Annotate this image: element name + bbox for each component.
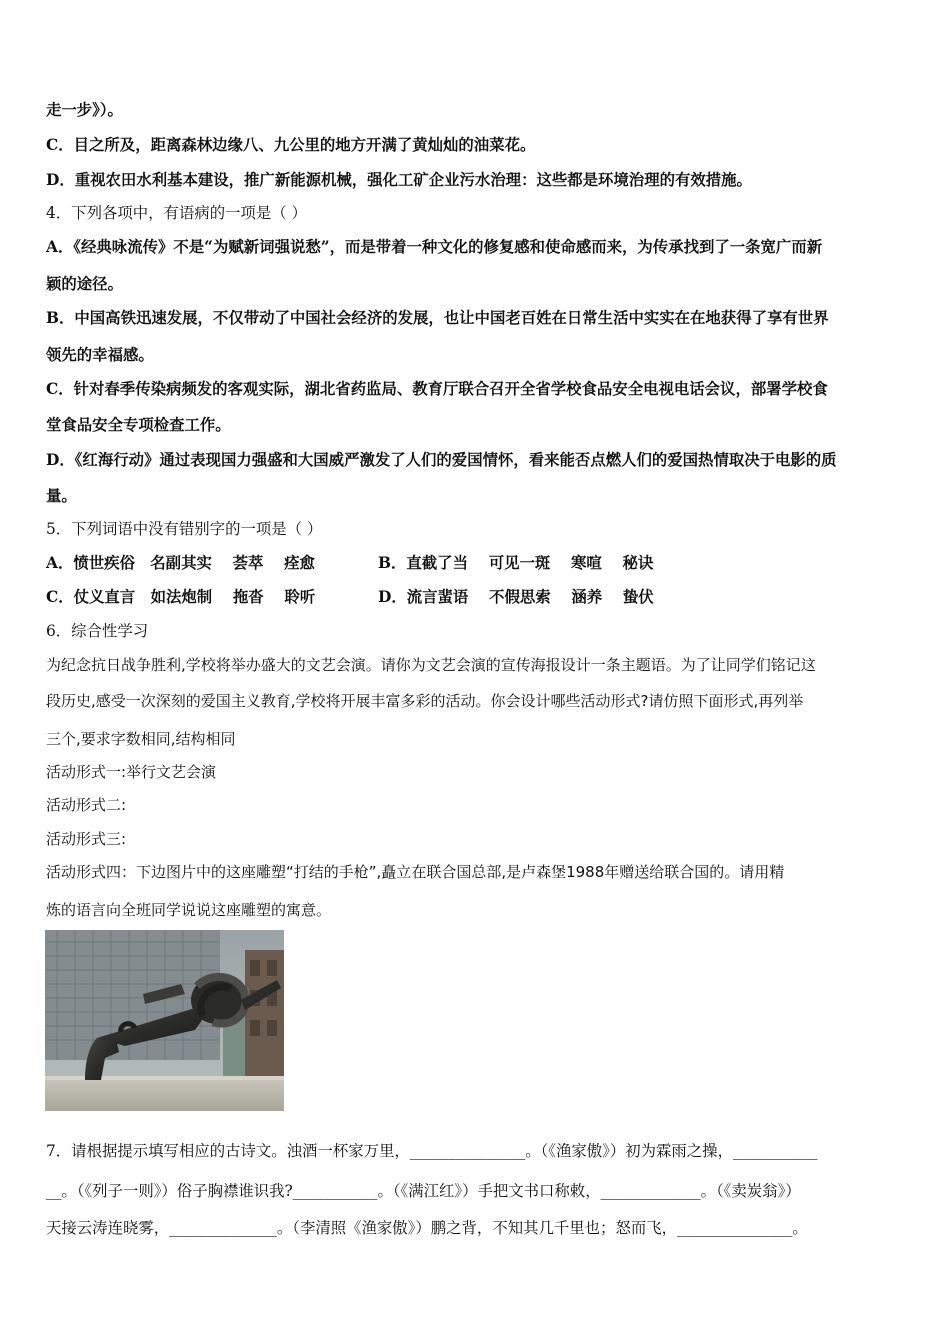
- q4-option-a-line1: A．《经典咏流传》不是“为赋新词强说愁”，而是带着一种文化的修复感和使命感而来，为传承找到了一条宽广而新: [46, 238, 823, 256]
- question-4: 4．下列各项中，有语病的一项是（ ）: [46, 204, 307, 222]
- option-d: D．重视农田水利基本建设，推广新能源机械，强化工矿企业污水治理：这些都是环境治理的有效措施。: [46, 171, 752, 189]
- option-c: C．目之所及，距离森林边缘八、九公里的地方开满了黄灿灿的油菜花。: [46, 136, 536, 154]
- q4-option-d-line1: D．《红海行动》通过表现国力强盛和大国威严激发了人们的爱国情怀，看来能否点燃人们的爱国热情取决于电影的质: [46, 451, 837, 469]
- q4-option-b-line2: 领先的幸福感。: [46, 346, 154, 364]
- question-7-line3: 天接云涛连晓雾，______________。（李清照《渔家傲》）鹏之背，不知其几千里也；怒而飞，_______________。: [46, 1219, 808, 1237]
- q4-option-c-line2: 堂食品安全专项检查工作。: [46, 416, 231, 434]
- line-continuation: 走一步》）。: [46, 101, 123, 119]
- q4-option-a-line2: 颖的途径。: [46, 275, 123, 293]
- question-7-line1: 7．请根据提示填写相应的古诗文。浊酒一杯家万里，_______________。（《渔家傲》）初为霖雨之操，___________: [46, 1142, 818, 1160]
- q4-option-b-line1: B．中国高铁迅速发展，不仅带动了中国社会经济的发展，也让中国老百姓在日常生活中实实在在地获得了享有世界: [46, 309, 829, 327]
- q6-paragraph-line2: 段历史,感受一次深刻的爱国主义教育,学校将开展丰富多彩的活动。你会设计哪些活动形式?请仿照下面形式,再列举: [46, 692, 804, 710]
- question-7-line2: __。（《列子一则》）俗子胸襟谁识我?___________。（《满江红》）手把文书口称敕，_____________。（《卖炭翁》）: [46, 1182, 801, 1200]
- q6-form-4-line1: 活动形式四：下边图片中的这座雕塑“打结的手枪”,矗立在联合国总部,是卢森堡1988年赠送给联合国的。请用精: [46, 863, 785, 881]
- q5-option-b: B．直截了当 可见一斑 寒喧 秘诀: [378, 554, 654, 572]
- q6-paragraph-line1: 为纪念抗日战争胜利,学校将举办盛大的文艺会演。请你为文艺会演的宣传海报设计一条主题语。为了让同学们铭记这: [46, 656, 816, 674]
- q6-form-3: 活动形式三:: [46, 830, 127, 848]
- q6-form-1: 活动形式一:举行文艺会演: [46, 763, 217, 781]
- q6-paragraph-line3: 三个,要求字数相同,结构相同: [46, 730, 236, 748]
- question-5: 5．下列词语中没有错别字的一项是（ ）: [46, 520, 323, 538]
- question-6: 6．综合性学习: [46, 622, 149, 640]
- q5-option-c: C．仗义直言 如法炮制 拖沓 聆听: [46, 588, 316, 606]
- q4-option-c-line1: C．针对春季传染病频发的客观实际，湖北省药监局、教育厅联合召开全省学校食品安全电视电话会议，部署学校食: [46, 380, 828, 398]
- knotted-gun-sculpture-photo: [45, 930, 284, 1111]
- q5-option-a: A．愤世疾俗 名副其实 荟萃 痊愈: [46, 554, 315, 572]
- q6-form-4-line2: 炼的语言向全班同学说说这座雕塑的寓意。: [46, 901, 332, 919]
- q4-option-d-line2: 量。: [46, 487, 77, 505]
- q6-form-2: 活动形式二:: [46, 796, 127, 814]
- q5-option-d: D．流言蜚语 不假思索 涵养 蛰伏: [378, 588, 654, 606]
